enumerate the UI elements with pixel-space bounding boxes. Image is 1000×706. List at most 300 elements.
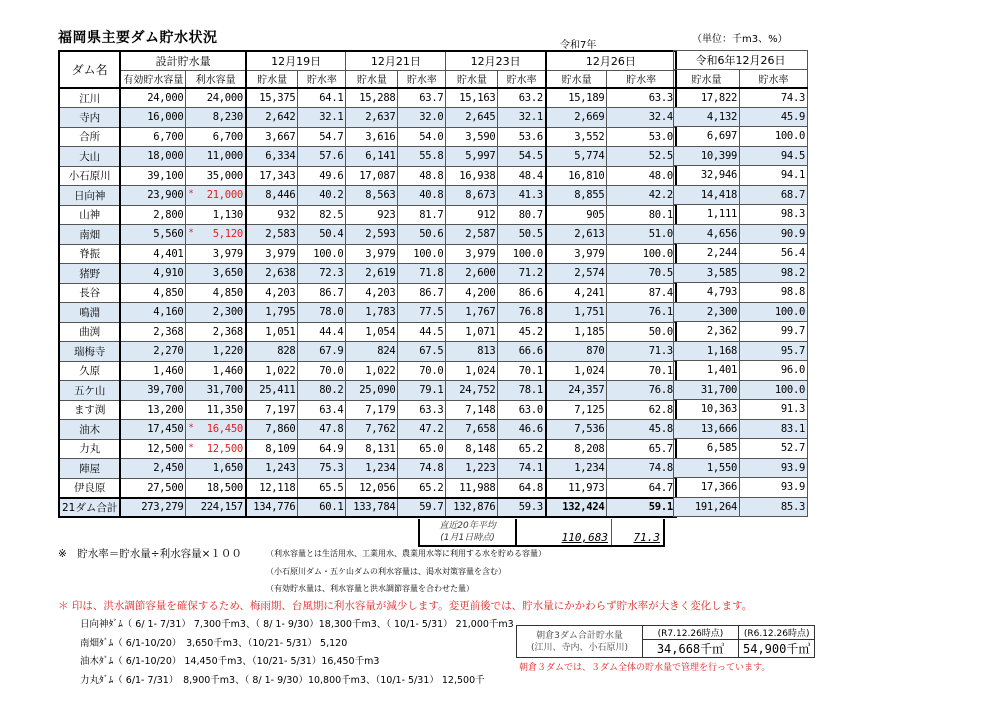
volume-cell: 905 xyxy=(546,205,607,225)
rate-cell: 63.0 xyxy=(498,400,546,420)
usable-capacity-cell: 24,000 xyxy=(186,88,246,108)
rate-cell: 78.1 xyxy=(498,381,546,401)
volume-cell: 7,860 xyxy=(246,420,298,440)
prev-rate-cell: 100.0 xyxy=(740,127,808,147)
volume-cell: 11,973 xyxy=(546,478,607,498)
header-design-capacity: 設計貯水量 xyxy=(120,51,246,70)
volume-cell: 7,197 xyxy=(246,400,298,420)
rate-cell: 40.2 xyxy=(298,186,346,206)
dam-name-cell: 瑞梅寺 xyxy=(59,342,120,362)
volume-cell: 824 xyxy=(346,342,398,362)
volume-cell: 3,979 xyxy=(246,244,298,264)
previous-year-table xyxy=(673,50,808,517)
header-rate: 貯水率 xyxy=(740,70,808,88)
table-row xyxy=(59,322,676,342)
table-row xyxy=(59,478,676,498)
asakura-three-dam-box xyxy=(516,625,815,658)
volume-cell: 132,876 xyxy=(446,498,498,518)
dam-name-cell: ます渕 xyxy=(59,400,120,420)
prev-volume-cell: 17,366 xyxy=(674,478,740,498)
volume-cell: 8,131 xyxy=(346,439,398,459)
usable-capacity-cell: 2,300 xyxy=(186,303,246,323)
rate-cell: 65.7 xyxy=(607,439,676,459)
prev-rate-cell: 100.0 xyxy=(740,380,808,400)
rate-cell: 48.4 xyxy=(498,166,546,186)
prev-volume-cell: 10,363 xyxy=(674,400,740,420)
usable-capacity-cell: 224,157 xyxy=(186,498,246,518)
volume-cell: 2,593 xyxy=(346,225,398,245)
rate-cell: 47.2 xyxy=(398,420,446,440)
volume-cell: 7,179 xyxy=(346,400,398,420)
prev-table-row xyxy=(674,88,808,108)
rate-cell: 45.2 xyxy=(498,322,546,342)
rate-cell: 76.8 xyxy=(498,303,546,323)
average-rate: 71.3 xyxy=(633,531,660,544)
rate-cell: 72.3 xyxy=(298,264,346,284)
prev-rate-cell: 98.3 xyxy=(740,205,808,225)
prev-table-row xyxy=(674,439,808,459)
rate-cell: 54.7 xyxy=(298,127,346,147)
volume-cell: 2,600 xyxy=(446,264,498,284)
volume-cell: 6,141 xyxy=(346,147,398,167)
volume-cell: 2,619 xyxy=(346,264,398,284)
volume-cell: 1,054 xyxy=(346,322,398,342)
rate-cell: 50.5 xyxy=(498,225,546,245)
volume-cell: 3,552 xyxy=(546,127,607,147)
formula-note: ※ 貯水率＝貯水量÷利水容量×１００ xyxy=(58,548,242,560)
prev-table-row xyxy=(674,107,808,127)
prev-rate-cell: 94.5 xyxy=(740,146,808,166)
volume-cell: 2,574 xyxy=(546,264,607,284)
prev-table-row xyxy=(674,419,808,439)
header-dam-name: ダム名 xyxy=(59,51,120,88)
rate-cell: 77.5 xyxy=(398,303,446,323)
effective-capacity-cell: 39,700 xyxy=(120,381,186,401)
table-row xyxy=(59,361,676,381)
volume-cell: 2,642 xyxy=(246,108,298,128)
usable-capacity-value: 12,500 xyxy=(206,442,243,455)
rate-cell: 80.1 xyxy=(607,205,676,225)
asakura-r7-value: 34,668千㎥ xyxy=(643,640,739,658)
effective-capacity-cell: 2,800 xyxy=(120,205,186,225)
rate-cell: 52.5 xyxy=(607,147,676,167)
rate-cell: 48.0 xyxy=(607,166,676,186)
star-mark: * xyxy=(188,189,194,200)
rate-cell: 49.6 xyxy=(298,166,346,186)
rate-cell: 67.5 xyxy=(398,342,446,362)
effective-capacity-cell: 2,270 xyxy=(120,342,186,362)
usable-capacity-cell: 18,500 xyxy=(186,478,246,498)
volume-cell: 870 xyxy=(546,342,607,362)
effective-capacity-cell: 13,200 xyxy=(120,400,186,420)
rate-cell: 100.0 xyxy=(398,244,446,264)
effective-capacity-note: （有効貯水量は、利水容量と洪水調節容量を合わせた量） xyxy=(266,584,474,593)
prev-rate-cell: 90.9 xyxy=(740,224,808,244)
average-label: 直近20年平均 (1月1日時点) xyxy=(420,519,517,545)
volume-cell: 4,200 xyxy=(446,283,498,303)
usable-capacity-cell: 8,230 xyxy=(186,108,246,128)
star-mark: * xyxy=(188,423,194,434)
usable-capacity-cell xyxy=(186,420,246,440)
usable-capacity-value: 21,000 xyxy=(206,189,243,202)
usable-capacity-cell: 3,650 xyxy=(186,264,246,284)
volume-cell: 12,056 xyxy=(346,478,398,498)
prev-rate-cell: 98.2 xyxy=(740,263,808,283)
volume-cell: 3,590 xyxy=(446,127,498,147)
volume-cell: 17,343 xyxy=(246,166,298,186)
dam-name-cell: 曲渕 xyxy=(59,322,120,342)
prev-volume-cell: 4,793 xyxy=(674,283,740,303)
prev-table-row xyxy=(674,400,808,420)
rate-cell: 100.0 xyxy=(607,244,676,264)
volume-cell: 3,667 xyxy=(246,127,298,147)
prev-volume-cell: 191,264 xyxy=(674,497,740,517)
header-volume: 貯水量 xyxy=(346,70,398,88)
header-volume: 貯水量 xyxy=(674,70,740,88)
rate-cell: 59.1 xyxy=(607,498,676,518)
table-row xyxy=(59,186,676,206)
prev-volume-cell: 17,822 xyxy=(674,88,740,108)
prev-table-row xyxy=(674,166,808,186)
volume-cell: 2,638 xyxy=(246,264,298,284)
unit-label: （単位：千m3、%） xyxy=(692,34,788,45)
rate-cell: 82.5 xyxy=(298,205,346,225)
prev-volume-cell: 2,300 xyxy=(674,302,740,322)
prev-table-row xyxy=(674,458,808,478)
header-date-2: 12月21日 xyxy=(346,51,446,70)
total-row xyxy=(59,498,676,518)
asakura-note: 朝倉３ダムでは、３ダム全体の貯水量で管理を行っています。 xyxy=(519,663,771,673)
rate-cell: 63.3 xyxy=(607,88,676,108)
volume-cell: 6,334 xyxy=(246,147,298,167)
star-note: ＊ 印は、洪水調節容量を確保するため、梅雨期、台風期に利水容量が減少します。変更前後では、貯水量にかかわらず貯水率が大きく変化します。 xyxy=(58,600,753,612)
dam-name-cell: 陣屋 xyxy=(59,459,120,479)
rate-cell: 74.1 xyxy=(498,459,546,479)
prev-table-row xyxy=(674,205,808,225)
asakura-label: 朝倉3ダム合計貯水量 (江川、寺内、小石原川) xyxy=(517,626,643,658)
volume-cell: 1,751 xyxy=(546,303,607,323)
rate-cell: 32.4 xyxy=(607,108,676,128)
volume-cell: 8,148 xyxy=(446,439,498,459)
volume-cell: 16,810 xyxy=(546,166,607,186)
table-row xyxy=(59,147,676,167)
usable-capacity-cell: 1,130 xyxy=(186,205,246,225)
prev-rate-cell: 56.4 xyxy=(740,244,808,264)
volume-cell: 912 xyxy=(446,205,498,225)
usable-capacity-cell: 11,000 xyxy=(186,147,246,167)
rate-cell: 100.0 xyxy=(298,244,346,264)
volume-cell: 828 xyxy=(246,342,298,362)
dam-name-cell: 猪野 xyxy=(59,264,120,284)
volume-cell: 8,673 xyxy=(446,186,498,206)
header-effective-capacity: 有効貯水容量 xyxy=(120,70,186,88)
volume-cell: 1,783 xyxy=(346,303,398,323)
prev-volume-cell: 1,111 xyxy=(674,205,740,225)
usable-capacity-note: （利水容量とは生活用水、工業用水、農業用水等に利用する水を貯める容量） xyxy=(266,549,546,558)
volume-cell: 1,767 xyxy=(446,303,498,323)
rate-cell: 62.8 xyxy=(607,400,676,420)
rate-cell: 86.7 xyxy=(398,283,446,303)
table-row xyxy=(59,225,676,245)
prev-rate-cell: 93.9 xyxy=(740,478,808,498)
drought-capacity-note: （小石原川ダム・五ケ山ダムの利水容量は、渇水対策容量を含む） xyxy=(266,567,506,576)
rate-cell: 44.4 xyxy=(298,322,346,342)
table-row xyxy=(59,420,676,440)
rate-cell: 50.0 xyxy=(607,322,676,342)
volume-cell: 7,762 xyxy=(346,420,398,440)
prev-volume-cell: 6,585 xyxy=(674,439,740,459)
effective-capacity-cell: 5,560 xyxy=(120,225,186,245)
dam-name-cell: 寺内 xyxy=(59,108,120,128)
rate-cell: 87.4 xyxy=(607,283,676,303)
prev-rate-cell: 93.9 xyxy=(740,458,808,478)
header-date-4: 12月26日 xyxy=(546,51,676,70)
average-volume: 110,683 xyxy=(517,519,612,545)
prev-rate-cell: 99.7 xyxy=(740,322,808,342)
usable-capacity-cell: 2,368 xyxy=(186,322,246,342)
volume-cell: 16,938 xyxy=(446,166,498,186)
effective-capacity-cell: 2,450 xyxy=(120,459,186,479)
dam-name-cell: 山神 xyxy=(59,205,120,225)
prev-table-row xyxy=(674,302,808,322)
effective-capacity-cell: 4,910 xyxy=(120,264,186,284)
rate-cell: 44.5 xyxy=(398,322,446,342)
rate-cell: 64.7 xyxy=(607,478,676,498)
usable-capacity-cell: 35,000 xyxy=(186,166,246,186)
prev-rate-cell: 68.7 xyxy=(740,185,808,205)
table-row xyxy=(59,303,676,323)
header-date-1: 12月19日 xyxy=(246,51,346,70)
prev-table-row xyxy=(674,478,808,498)
volume-cell: 2,583 xyxy=(246,225,298,245)
rate-cell: 53.6 xyxy=(498,127,546,147)
volume-cell: 7,148 xyxy=(446,400,498,420)
prev-rate-cell: 96.0 xyxy=(740,361,808,381)
prev-volume-cell: 1,550 xyxy=(674,458,740,478)
dam-name-cell: 鳴淵 xyxy=(59,303,120,323)
volume-cell: 134,776 xyxy=(246,498,298,518)
prev-volume-cell: 32,946 xyxy=(674,166,740,186)
volume-cell: 3,979 xyxy=(446,244,498,264)
header-prev-year-date: 令和6年12月26日 xyxy=(674,51,808,70)
dam-name-cell: 合所 xyxy=(59,127,120,147)
volume-cell: 8,563 xyxy=(346,186,398,206)
rate-cell: 70.5 xyxy=(607,264,676,284)
prev-volume-cell: 1,401 xyxy=(674,361,740,381)
volume-cell: 5,774 xyxy=(546,147,607,167)
header-volume: 貯水量 xyxy=(246,70,298,88)
prev-volume-cell: 10,399 xyxy=(674,146,740,166)
prev-rate-cell: 74.3 xyxy=(740,88,808,108)
prev-table-row xyxy=(674,263,808,283)
volume-cell: 2,587 xyxy=(446,225,498,245)
rate-cell: 86.6 xyxy=(498,283,546,303)
usable-capacity-cell: 31,700 xyxy=(186,381,246,401)
table-row xyxy=(59,283,676,303)
usable-capacity-value: 16,450 xyxy=(206,423,243,436)
dam-name-cell: 久原 xyxy=(59,361,120,381)
volume-cell: 8,855 xyxy=(546,186,607,206)
prev-volume-cell: 6,697 xyxy=(674,127,740,147)
rate-cell: 32.0 xyxy=(398,108,446,128)
dam-name-cell: 21ダム合計 xyxy=(59,498,120,518)
star-mark: * xyxy=(188,228,194,239)
header-volume: 貯水量 xyxy=(546,70,607,88)
dam-name-cell: 小石原川 xyxy=(59,166,120,186)
volume-cell: 7,658 xyxy=(446,420,498,440)
prev-rate-cell: 94.1 xyxy=(740,166,808,186)
rate-cell: 80.2 xyxy=(298,381,346,401)
prev-rate-cell: 91.3 xyxy=(740,400,808,420)
rate-cell: 40.8 xyxy=(398,186,446,206)
rate-cell: 47.8 xyxy=(298,420,346,440)
rate-cell: 54.0 xyxy=(398,127,446,147)
prev-volume-cell: 2,362 xyxy=(674,322,740,342)
effective-capacity-cell: 2,368 xyxy=(120,322,186,342)
usable-capacity-cell: 1,460 xyxy=(186,361,246,381)
table-row xyxy=(59,108,676,128)
effective-capacity-cell: 4,401 xyxy=(120,244,186,264)
rate-cell: 78.0 xyxy=(298,303,346,323)
rate-cell: 63.3 xyxy=(398,400,446,420)
rate-cell: 63.4 xyxy=(298,400,346,420)
prev-volume-cell: 31,700 xyxy=(674,380,740,400)
rate-cell: 53.0 xyxy=(607,127,676,147)
rate-cell: 71.2 xyxy=(498,264,546,284)
page-title: 福岡県主要ダム貯水状況 xyxy=(58,30,218,46)
volume-cell: 25,090 xyxy=(346,381,398,401)
effective-capacity-cell: 6,700 xyxy=(120,127,186,147)
effective-capacity-cell: 273,279 xyxy=(120,498,186,518)
prev-rate-cell: 45.9 xyxy=(740,107,808,127)
table-row xyxy=(59,88,676,108)
prev-volume-cell: 4,132 xyxy=(674,107,740,127)
volume-cell: 24,752 xyxy=(446,381,498,401)
dam-name-cell: 脊振 xyxy=(59,244,120,264)
effective-capacity-cell: 4,850 xyxy=(120,283,186,303)
rate-cell: 63.2 xyxy=(498,88,546,108)
dam-name-cell: 伊良原 xyxy=(59,478,120,498)
rate-cell: 65.0 xyxy=(398,439,446,459)
star-mark: * xyxy=(188,442,194,453)
effective-capacity-cell: 12,500 xyxy=(120,439,186,459)
rate-cell: 71.8 xyxy=(398,264,446,284)
header-rate: 貯水率 xyxy=(607,70,676,88)
rate-cell: 74.8 xyxy=(607,459,676,479)
volume-cell: 5,997 xyxy=(446,147,498,167)
prev-volume-cell: 13,666 xyxy=(674,419,740,439)
rate-cell: 51.0 xyxy=(607,225,676,245)
asakura-r7-header: (R7.12.26時点) xyxy=(643,626,739,640)
usable-capacity-cell xyxy=(186,225,246,245)
rate-cell: 67.9 xyxy=(298,342,346,362)
rate-cell: 86.7 xyxy=(298,283,346,303)
volume-cell: 923 xyxy=(346,205,398,225)
table-row xyxy=(59,439,676,459)
prev-table-row xyxy=(674,185,808,205)
volume-cell: 24,357 xyxy=(546,381,607,401)
volume-cell: 3,979 xyxy=(346,244,398,264)
volume-cell: 4,203 xyxy=(346,283,398,303)
rate-cell: 50.4 xyxy=(298,225,346,245)
volume-cell: 25,411 xyxy=(246,381,298,401)
volume-cell: 4,203 xyxy=(246,283,298,303)
volume-cell: 3,616 xyxy=(346,127,398,147)
rate-cell: 65.5 xyxy=(298,478,346,498)
prev-volume-cell: 2,244 xyxy=(674,244,740,264)
volume-cell: 1,234 xyxy=(546,459,607,479)
table-row xyxy=(59,166,676,186)
rate-cell: 64.1 xyxy=(298,88,346,108)
dam-name-cell: 南畑 xyxy=(59,225,120,245)
rate-cell: 65.2 xyxy=(398,478,446,498)
dam-name-cell: 油木 xyxy=(59,420,120,440)
prev-volume-cell: 1,168 xyxy=(674,341,740,361)
asakura-r6-value: 54,900千㎥ xyxy=(739,640,815,658)
usable-capacity-cell: 1,220 xyxy=(186,342,246,362)
rate-cell: 76.1 xyxy=(607,303,676,323)
volume-cell: 2,669 xyxy=(546,108,607,128)
volume-cell: 8,446 xyxy=(246,186,298,206)
volume-cell: 12,118 xyxy=(246,478,298,498)
rate-cell: 80.7 xyxy=(498,205,546,225)
volume-cell: 15,288 xyxy=(346,88,398,108)
prev-table-row xyxy=(674,224,808,244)
header-rate: 貯水率 xyxy=(298,70,346,88)
volume-cell: 15,189 xyxy=(546,88,607,108)
rate-cell: 54.5 xyxy=(498,147,546,167)
schedule-hyugami: 日向神ﾀﾞﾑ（ 6/ 1- 7/31） 7,300千m3、（ 8/ 1- 9/30）18,300千m3、（ 10/1- 5/31） 21,000千m3 xyxy=(80,619,514,630)
rate-cell: 74.8 xyxy=(398,459,446,479)
rate-cell: 63.7 xyxy=(398,88,446,108)
table-row xyxy=(59,459,676,479)
volume-cell: 1,234 xyxy=(346,459,398,479)
rate-cell: 59.3 xyxy=(498,498,546,518)
rate-cell: 75.3 xyxy=(298,459,346,479)
volume-cell: 1,795 xyxy=(246,303,298,323)
volume-cell: 7,125 xyxy=(546,400,607,420)
rate-cell: 64.9 xyxy=(298,439,346,459)
prev-table-row xyxy=(674,341,808,361)
volume-cell: 2,613 xyxy=(546,225,607,245)
volume-cell: 133,784 xyxy=(346,498,398,518)
rate-cell: 55.8 xyxy=(398,147,446,167)
prev-table-row xyxy=(674,283,808,303)
header-rate: 貯水率 xyxy=(498,70,546,88)
rate-cell: 70.0 xyxy=(298,361,346,381)
volume-cell: 813 xyxy=(446,342,498,362)
effective-capacity-cell: 18,000 xyxy=(120,147,186,167)
rate-cell: 32.1 xyxy=(498,108,546,128)
rate-cell: 60.1 xyxy=(298,498,346,518)
volume-cell: 1,185 xyxy=(546,322,607,342)
rate-cell: 100.0 xyxy=(498,244,546,264)
prev-rate-cell: 85.3 xyxy=(740,497,808,517)
header-volume: 貯水量 xyxy=(446,70,498,88)
table-row xyxy=(59,264,676,284)
effective-capacity-cell: 27,500 xyxy=(120,478,186,498)
prev-volume-cell: 14,418 xyxy=(674,185,740,205)
prev-table-row xyxy=(674,361,808,381)
effective-capacity-cell: 39,100 xyxy=(120,166,186,186)
volume-cell: 1,022 xyxy=(246,361,298,381)
header-usable-capacity: 利水容量 xyxy=(186,70,246,88)
prev-table-row xyxy=(674,244,808,264)
table-row xyxy=(59,342,676,362)
effective-capacity-cell: 24,000 xyxy=(120,88,186,108)
dam-storage-table xyxy=(58,50,677,518)
volume-cell: 1,223 xyxy=(446,459,498,479)
